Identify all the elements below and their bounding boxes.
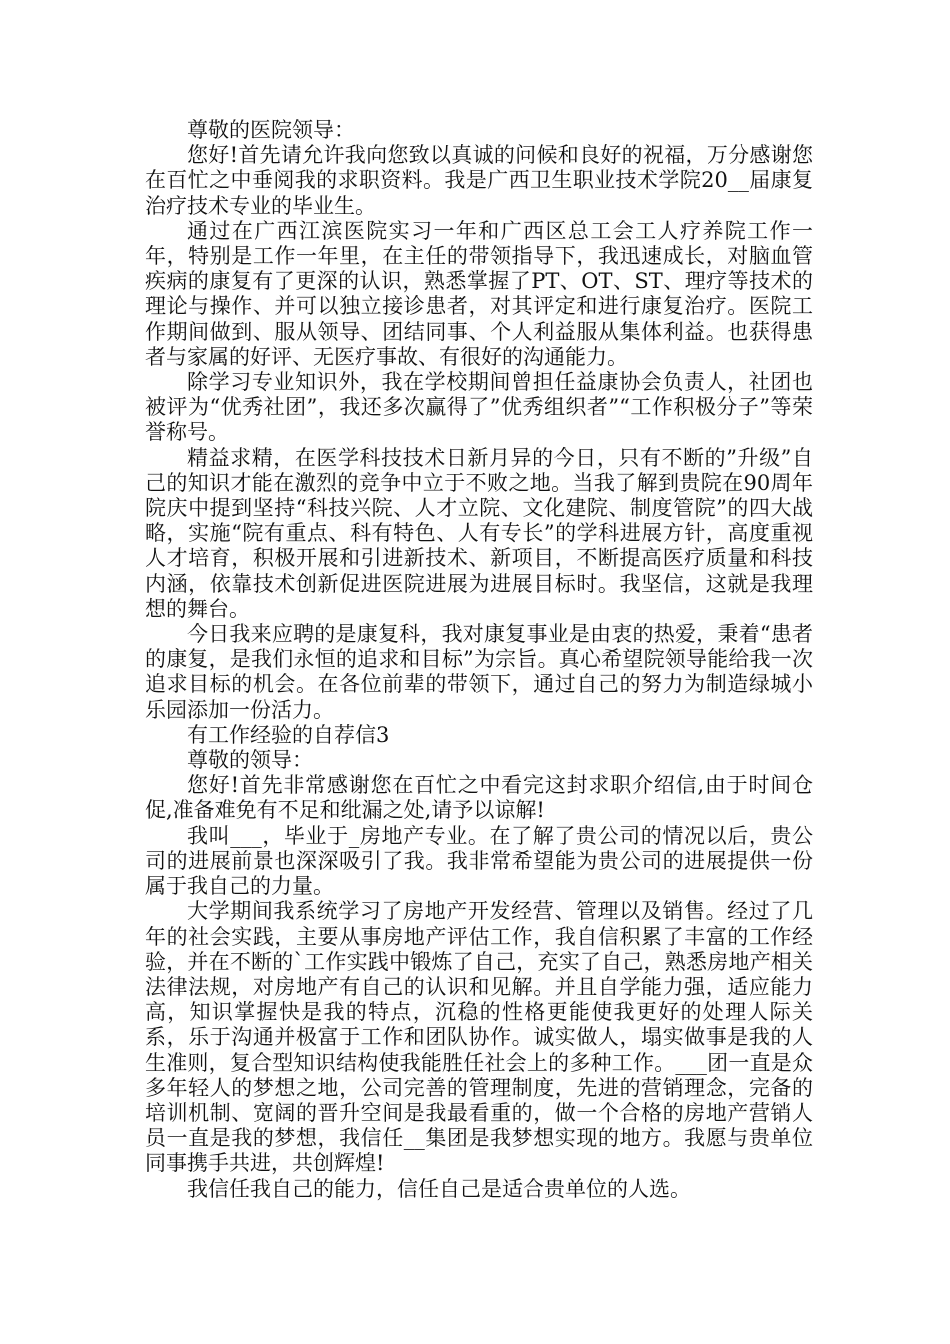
section-heading: 有工作经验的自荐信3 <box>187 722 390 747</box>
paragraph-motivation: 精益求精，在医学科技技术日新月异的今日，只有不断的”升级”自己的知识才能在激烈的竞争中立于不败之地。当我了解到贵院在90周年院庆中提到坚持“科技兴院、人才立院、文化建院、制度管院”的四大战略，实施“院有重点、科有特色、人有专长”的学科进展方针，高度重视人才培育，积极开展和引进新技术、新项目，不断提高医疗质量和科技内涵，依靠技术创新促进医院进展为进展目标时。我坚信，这就是我理想的舞台。 <box>145 445 813 621</box>
letter-body <box>145 118 813 1202</box>
paragraph-introduction: 我叫___，毕业于_房地产专业。在了解了贵公司的情况以后，贵公司的进展前景也深深吸引了我。我非常希望能为贵公司的进展提供一份属于我自己的力量。 <box>145 823 813 899</box>
paragraph-greeting: 您好!首先请允许我向您致以真诚的问候和良好的祝福，万分感谢您在百忙之中垂阅我的求职资料。我是广西卫生职业技术学院20__届康复治疗技术专业的毕业生。 <box>145 143 813 218</box>
paragraph-university: 大学期间我系统学习了房地产开发经营、管理以及销售。经过了几年的社会实践，主要从事房地产评估工作，我自信积累了丰富的工作经验，并在不断的`工作实践中锻炼了自己，充实了自己，熟悉房地产相关法律法规，对房地产有自己的认识和见解。并且自学能力强，适应能力高，知识掌握快是我的特点，沉稳的性格更能使我更好的处理人际关系，乐于沟通并极富于工作和团队协作。诚实做人，塌实做事是我的人生准则，复合型知识结构使我能胜任社会上的多种工作。___团一直是众多年轻人的梦想之地，公司完善的管理制度，先进的营销理念，完备的培训机制、宽阔的晋升空间是我最看重的，做一个合格的房地产营销人员一直是我的梦想，我信任__集团是我梦想实现的地方。我愿与贵单位同事携手共进，共创辉煌! <box>145 899 813 1176</box>
salutation-hospital: 尊敬的医院领导： <box>187 118 355 142</box>
paragraph-thanks: 您好!首先非常感谢您在百忙之中看完这封求职介绍信,由于时间仓促,准备难免有不足和纰漏之处,请予以谅解! <box>145 773 813 823</box>
paragraph-experience: 通过在广西江滨医院实习一年和广西区总工会工人疗养院工作一年，特别是工作一年里，在主任的带领指导下，我迅速成长，对脑血管疾病的康复有了更深的认识，熟悉掌握了PT、OT、ST、理疗等技术的理论与操作、并可以独立接诊患者，对其评定和进行康复治疗。医院工作期间做到、服从领导、团结同事、个人利益服从集体利益。也获得患者与家属的好评、无医疗事故、有很好的沟通能力。 <box>145 218 813 369</box>
paragraph-application: 今日我来应聘的是康复科，我对康复事业是由衷的热爱，秉着“患者的康复，是我们永恒的追求和目标”为宗旨。真心希望院领导能给我一次追求目标的机会。在各位前辈的带领下，通过自己的努力为制造绿城小乐园添加一份活力。 <box>145 622 813 722</box>
paragraph-activities: 除学习专业知识外，我在学校期间曾担任益康协会负责人，社团也被评为“优秀社团”，我还多次赢得了”优秀组织者”“工作积极分子”等荣誉称号。 <box>145 370 813 445</box>
salutation-leader: 尊敬的领导： <box>187 748 313 773</box>
paragraph-closing: 我信任我自己的能力，信任自己是适合贵单位的人选。 <box>187 1176 691 1201</box>
